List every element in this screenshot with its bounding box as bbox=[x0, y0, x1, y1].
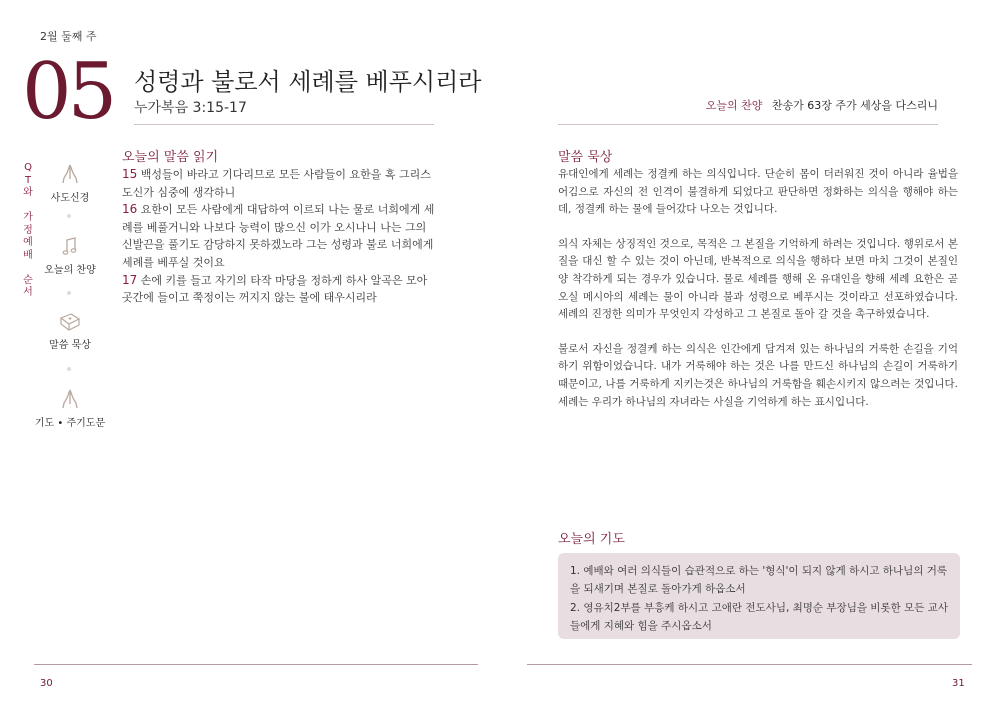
step-label: 기도 • 주기도문 bbox=[34, 418, 106, 429]
reading-section-title: 오늘의 말씀 읽기 bbox=[122, 150, 219, 165]
prayer-item: 1. 예배와 여러 의식들이 습관적으로 하는 '형식'이 되지 않게 하시고 하나님의 거룩을 되새기며 본질로 돌아가게 하옵소서 bbox=[570, 565, 948, 595]
scripture-reading bbox=[122, 166, 436, 307]
step-meditation bbox=[30, 312, 110, 351]
verse-text: 백성들이 바라고 기다리므로 모든 사람들이 요한을 혹 그리스도신가 심중에 생각하니 bbox=[122, 168, 431, 199]
qt-order-vertical-label: Q T 와 가 정 예 배 순 서 bbox=[23, 162, 33, 298]
step-apostles-creed bbox=[30, 163, 110, 204]
step-label: 말씀 묵상 bbox=[49, 340, 91, 351]
step-separator-dot bbox=[67, 291, 71, 295]
verse bbox=[122, 201, 436, 271]
verse-text: 요한이 모든 사람에게 대답하여 이르되 나는 물로 너희에게 세례를 베풀거니와 나보다 능력이 많으신 이가 오시나니 나는 그의 신발끈을 풀기도 감당하지 못하겠노라 그는 성령과 불로 너희에게 세례를 베푸실 것이요 bbox=[122, 203, 435, 269]
step-separator-dot bbox=[67, 214, 71, 218]
step-separator-dot bbox=[67, 367, 71, 371]
footer-divider-right bbox=[527, 664, 972, 665]
step-prayer bbox=[30, 388, 110, 429]
step-label: 오늘의 찬양 bbox=[44, 265, 96, 276]
step-label: 사도신경 bbox=[50, 193, 90, 204]
verse bbox=[122, 166, 436, 201]
verse-number: 16 bbox=[122, 202, 138, 217]
verse bbox=[122, 272, 436, 307]
music-note-icon bbox=[60, 237, 80, 257]
hymn-label: 오늘의 찬양 bbox=[705, 99, 763, 112]
week-label: 2월 둘째 주 bbox=[40, 30, 97, 43]
verse-number: 15 bbox=[122, 167, 138, 181]
praying-hands-icon bbox=[60, 388, 80, 410]
step-hymn bbox=[30, 237, 110, 276]
header-divider-left bbox=[134, 124, 434, 125]
header-divider-right bbox=[558, 124, 938, 125]
prayer-item: 2. 영유치2부를 부흥케 하시고 고애란 전도사님, 최명순 부장님을 비롯한 모든 교사들에게 지혜와 힘을 주시옵소서 bbox=[570, 602, 948, 632]
meditation-body bbox=[558, 166, 958, 428]
day-number: 05 bbox=[22, 47, 114, 137]
meditation-section-title: 말씀 묵상 bbox=[558, 150, 613, 165]
hymn-of-the-day bbox=[706, 97, 938, 113]
page-number-right: 31 bbox=[952, 678, 965, 689]
prayer-section-title: 오늘의 기도 bbox=[558, 532, 625, 547]
hymn-value: 찬송가 63장 주가 세상을 다스리니 bbox=[771, 99, 938, 112]
page-number-left: 30 bbox=[40, 678, 53, 689]
meditation-paragraph: 유대인에게 세례는 정결케 하는 의식입니다. 단순히 몸이 더러워진 것이 아니라 율법을 어김으로 자신의 전 인격이 불결하게 되었다고 판단하면 정화하는 의식을 행해야 하는데, 정결케 하는 물에 들어갔다 나오는 것입니다. bbox=[558, 168, 958, 216]
footer-divider-left bbox=[34, 664, 478, 665]
verse-number: 17 bbox=[122, 272, 138, 287]
praying-hands-icon bbox=[60, 163, 80, 185]
meditation-paragraph: 불로서 자신을 정결케 하는 의식은 인간에게 담겨져 있는 하나님의 거룩한 손길을 기억하기 위함이었습니다. 내가 거룩해야 하는 것은 나를 만드신 하나님의 손길이 거룩하기 때문이고, 나를 거룩하게 지키는것은 하나님의 거룩함을 훼손시키지 않으려는 것입니다. 세례는 우리가 하나님의 자녀라는 사실을 기억하게 하는 표시입니다. bbox=[558, 342, 958, 408]
bible-icon bbox=[58, 312, 82, 332]
verse-text: 손에 키를 들고 자기의 타작 마당을 정하게 하사 알곡은 모아 곳간에 들이고 쭉정이는 꺼지지 않는 불에 태우시리라 bbox=[122, 273, 428, 305]
page-title: 성령과 불로서 세례를 베푸시리라 bbox=[134, 68, 482, 96]
scripture-reference: 누가복음 3:15-17 bbox=[134, 100, 247, 116]
prayer-box bbox=[558, 553, 960, 639]
meditation-paragraph: 의식 자체는 상징적인 것으로, 목적은 그 본질을 기억하게 하려는 것입니다. 행위로서 본질을 대신 할 수 있는 것이 아닌데, 반복적으로 의식을 행하다 보면 마치 그것이 본질인양 착각하게 되는 경우가 있습니다. 물로 세례를 행해 온 유대인을 향해 세례 요한은 곧 오실 메시아의 세례는 물이 아니라 불과 성령으로 베푸시는 것이라고 선포하였습니다. 세례의 진정한 의미가 무엇인지 각성하고 그 본질로 돌아 갈 것을 촉구하였습니다. bbox=[558, 237, 958, 321]
